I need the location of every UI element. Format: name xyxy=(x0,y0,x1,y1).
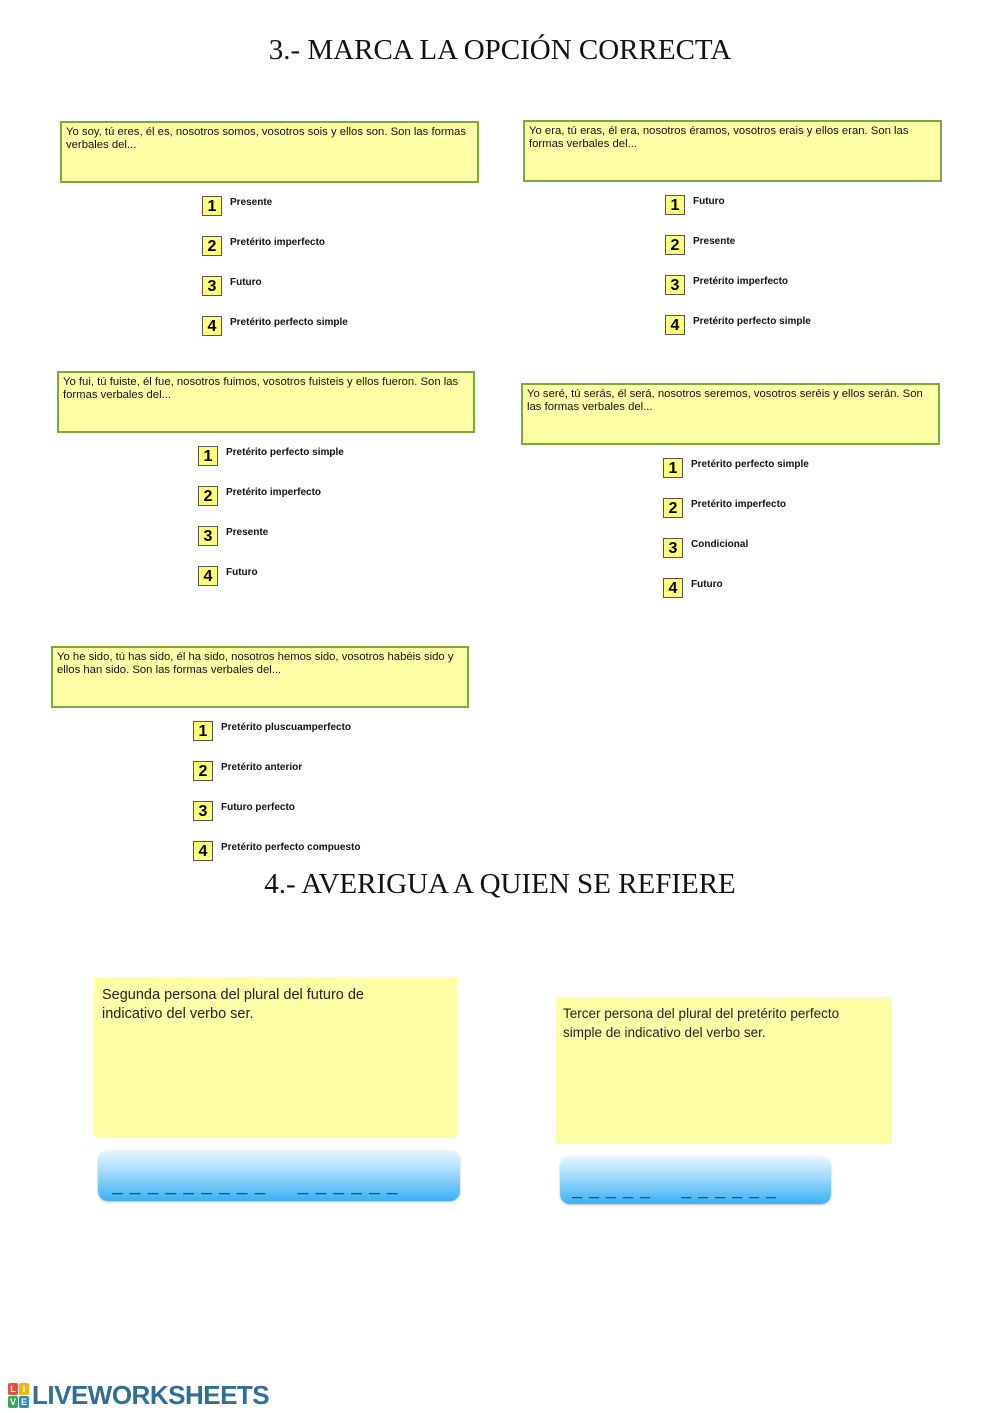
option-number: 1 xyxy=(193,721,213,741)
question-5-box: Yo he sido, tú has sido, él ha sido, nosotros hemos sido, vosotros habéis sido y ellos han sido. Son las formas verbales del... xyxy=(51,646,469,708)
option-number: 3 xyxy=(202,276,222,296)
option-label: Pretérito perfecto simple xyxy=(693,316,811,327)
question-1-box: Yo soy, tú eres, él es, nosotros somos, vosotros sois y ellos son. Son las formas verbales del... xyxy=(60,121,479,183)
answer-2-input[interactable] xyxy=(560,1156,831,1204)
section-4-title: 4.- AVERIGUA A QUIEN SE REFIERE xyxy=(264,868,736,900)
option-label: Pretérito anterior xyxy=(221,762,303,773)
liveworksheets-logo xyxy=(8,1379,269,1411)
option-number: 3 xyxy=(193,801,213,821)
option-number: 1 xyxy=(663,458,683,478)
answer-1-blanks: _ _ _ _ _ _ _ _ _ _ _ _ _ _ _ xyxy=(112,1176,399,1197)
clue-2-note: Tercer persona del plural del pretérito perfecto simple de indicativo del verbo ser. xyxy=(556,997,891,1144)
option-number: 2 xyxy=(663,498,683,518)
option-number: 2 xyxy=(665,235,685,255)
option-label: Pretérito imperfecto xyxy=(230,237,326,248)
option-number: 1 xyxy=(198,446,218,466)
logo-mark-icon: L I V E xyxy=(9,1384,27,1407)
option-label: Pretérito perfecto simple xyxy=(691,459,809,470)
option-number: 3 xyxy=(665,275,685,295)
option-label: Futuro xyxy=(691,579,723,590)
option-number: 1 xyxy=(202,196,222,216)
option-number: 1 xyxy=(665,195,685,215)
option-number: 2 xyxy=(198,486,218,506)
option-label: Presente xyxy=(226,527,269,538)
option-label: Futuro xyxy=(693,196,725,207)
option-number: 4 xyxy=(665,315,685,335)
option-number: 4 xyxy=(198,566,218,586)
clue-1-note: Segunda persona del plural del futuro de indicativo del verbo ser. xyxy=(94,977,457,1137)
option-number: 2 xyxy=(202,236,222,256)
option-number: 4 xyxy=(663,578,683,598)
section-3-title: 3.- MARCA LA OPCIÓN CORRECTA xyxy=(268,34,732,66)
option-label: Futuro xyxy=(226,567,258,578)
question-4-box: Yo seré, tú serás, él será, nosotros seremos, vosotros seréis y ellos serán. Son las formas verbales del... xyxy=(521,383,940,445)
option-label: Futuro perfecto xyxy=(221,802,295,813)
option-label: Pretérito imperfecto xyxy=(226,487,322,498)
option-number: 4 xyxy=(202,316,222,336)
option-label: Futuro xyxy=(230,277,262,288)
option-label: Pretérito perfecto compuesto xyxy=(221,842,361,853)
option-number: 4 xyxy=(193,841,213,861)
option-number: 3 xyxy=(198,526,218,546)
option-label: Presente xyxy=(693,236,736,247)
answer-2-blanks: _ _ _ _ _ _ _ _ _ _ _ xyxy=(572,1180,778,1200)
question-3-box: Yo fui, tú fuiste, él fue, nosotros fuimos, vosotros fuisteis y ellos fueron. Son las formas verbales del... xyxy=(57,371,475,433)
option-label: Pretérito imperfecto xyxy=(693,276,789,287)
option-number: 3 xyxy=(663,538,683,558)
logo-text: LIVEWORKSHEETS xyxy=(32,1379,270,1410)
option-label: Pretérito imperfecto xyxy=(691,499,787,510)
option-label: Presente xyxy=(230,197,273,208)
option-label: Condicional xyxy=(691,539,749,550)
question-2-box: Yo era, tú eras, él era, nosotros éramos, vosotros erais y ellos eran. Son las formas verbales del... xyxy=(523,120,942,182)
option-label: Pretérito pluscuamperfecto xyxy=(221,722,352,733)
answer-1-input[interactable] xyxy=(98,1150,460,1201)
option-number: 2 xyxy=(193,761,213,781)
option-label: Pretérito perfecto simple xyxy=(226,447,344,458)
option-label: Pretérito perfecto simple xyxy=(230,317,348,328)
